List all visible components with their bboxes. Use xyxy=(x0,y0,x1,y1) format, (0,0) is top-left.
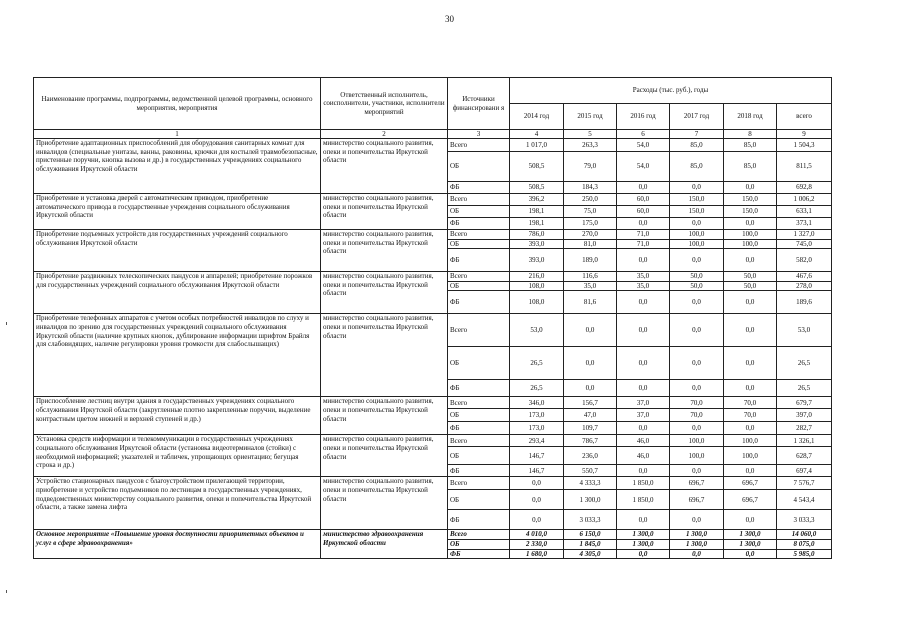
header-expenses: Расходы (тыс. руб.), годы xyxy=(510,78,832,104)
year-value: 263,3 xyxy=(564,139,617,152)
measure-name: Приобретение и установка дверей с автоматическим приводом, приобретение автоматического привода в государственные учреждения социального обслуживания Иркутской области xyxy=(34,194,321,230)
header-name: Наименование программы, подпрограммы, ведомственной целевой программы, основного мероприятия, мероприятия xyxy=(34,78,321,130)
year-value: 1 850,0 xyxy=(617,477,670,490)
year-value: 50,0 xyxy=(670,281,724,291)
year-value: 100,0 xyxy=(670,230,724,240)
year-value: 393,0 xyxy=(510,249,564,272)
year-value: 0,0 xyxy=(724,314,777,347)
year-value: 696,7 xyxy=(670,490,724,510)
total-value: 1 006,2 xyxy=(777,194,832,206)
total-value: 397,0 xyxy=(777,409,832,422)
year-value: 70,0 xyxy=(670,397,724,409)
year-value: 1 300,0 xyxy=(617,530,670,540)
year-value: 175,0 xyxy=(564,218,617,230)
funding-source: ОБ xyxy=(448,239,510,249)
funding-source: ОБ xyxy=(448,490,510,510)
executor: министерство здравоохранения Иркутской области xyxy=(321,530,448,559)
total-value: 26,5 xyxy=(777,347,832,380)
year-value: 85,0 xyxy=(670,152,724,182)
year-value: 0,0 xyxy=(617,347,670,380)
year-value: 0,0 xyxy=(724,510,777,530)
funding-source: Всего xyxy=(448,314,510,347)
funding-source: ФБ xyxy=(448,510,510,530)
year-value: 0,0 xyxy=(617,549,670,559)
year-value: 0,0 xyxy=(670,291,724,314)
year-value: 100,0 xyxy=(724,230,777,240)
total-value: 5 985,0 xyxy=(777,549,832,559)
funding-source: ФБ xyxy=(448,380,510,397)
table-row xyxy=(34,314,832,347)
year-value: 0,0 xyxy=(564,347,617,380)
funding-source: Всего xyxy=(448,530,510,540)
margin-mark xyxy=(6,322,7,325)
funding-source: ФБ xyxy=(448,249,510,272)
table-row xyxy=(34,272,832,282)
total-value: 4 543,4 xyxy=(777,490,832,510)
table-row xyxy=(34,435,832,447)
year-value: 0,0 xyxy=(724,549,777,559)
column-index: 9 xyxy=(777,130,832,139)
header-year: 2015 год xyxy=(564,104,617,130)
year-value: 60,0 xyxy=(617,206,670,218)
year-value: 4 333,3 xyxy=(564,477,617,490)
year-value: 0,0 xyxy=(564,380,617,397)
year-value: 0,0 xyxy=(670,465,724,477)
total-value: 467,6 xyxy=(777,272,832,282)
executor: министерство социального развития, опеки и попечительства Иркутской области xyxy=(321,139,448,194)
year-value: 146,7 xyxy=(510,447,564,465)
executor: министерство социального развития, опеки и попечительства Иркутской области xyxy=(321,477,448,530)
year-value: 100,0 xyxy=(670,435,724,447)
year-value: 85,0 xyxy=(724,152,777,182)
year-value: 156,7 xyxy=(564,397,617,409)
year-value: 0,0 xyxy=(670,510,724,530)
expenses-table xyxy=(33,77,832,559)
total-value: 189,6 xyxy=(777,291,832,314)
year-value: 0,0 xyxy=(670,182,724,194)
year-value: 0,0 xyxy=(724,465,777,477)
year-value: 4 305,0 xyxy=(564,549,617,559)
year-value: 100,0 xyxy=(670,239,724,249)
year-value: 1 300,0 xyxy=(564,490,617,510)
total-value: 1 504,3 xyxy=(777,139,832,152)
year-value: 150,0 xyxy=(724,206,777,218)
year-value: 100,0 xyxy=(724,239,777,249)
year-value: 3 033,3 xyxy=(564,510,617,530)
executor: министерство социального развития, опеки и попечительства Иркутской области xyxy=(321,230,448,272)
year-value: 1 680,0 xyxy=(510,549,564,559)
year-value: 108,0 xyxy=(510,281,564,291)
total-value: 8 075,0 xyxy=(777,539,832,549)
executor: министерство социального развития, опеки и попечительства Иркутской области xyxy=(321,272,448,314)
year-value: 0,0 xyxy=(617,422,670,435)
year-value: 79,0 xyxy=(564,152,617,182)
total-value: 811,5 xyxy=(777,152,832,182)
year-value: 26,5 xyxy=(510,347,564,380)
total-value: 282,7 xyxy=(777,422,832,435)
year-value: 81,0 xyxy=(564,239,617,249)
year-value: 2 330,0 xyxy=(510,539,564,549)
column-index-row xyxy=(34,130,832,139)
year-value: 0,0 xyxy=(670,314,724,347)
year-value: 0,0 xyxy=(670,218,724,230)
measure-name: Приобретение подъемных устройств для государственных учреждений социального обслуживания Иркутской области xyxy=(34,230,321,272)
year-value: 70,0 xyxy=(670,409,724,422)
year-value: 293,4 xyxy=(510,435,564,447)
total-value: 628,7 xyxy=(777,447,832,465)
total-value: 53,0 xyxy=(777,314,832,347)
total-value: 3 033,3 xyxy=(777,510,832,530)
column-index: 6 xyxy=(617,130,670,139)
year-value: 150,0 xyxy=(670,194,724,206)
year-value: 60,0 xyxy=(617,194,670,206)
year-value: 0,0 xyxy=(724,422,777,435)
page-number: 30 xyxy=(445,14,454,24)
year-value: 396,2 xyxy=(510,194,564,206)
year-value: 75,0 xyxy=(564,206,617,218)
year-value: 0,0 xyxy=(724,182,777,194)
year-value: 189,0 xyxy=(564,249,617,272)
total-value: 679,7 xyxy=(777,397,832,409)
total-value: 373,1 xyxy=(777,218,832,230)
year-value: 50,0 xyxy=(724,272,777,282)
year-value: 37,0 xyxy=(617,397,670,409)
header-source: Источники финансировани я xyxy=(448,78,510,130)
total-value: 26,5 xyxy=(777,380,832,397)
funding-source: ОБ xyxy=(448,409,510,422)
measure-name: Установка средств информации и телекоммуникации в государственных учреждениях социального обслуживания Иркутской области (установка видеотерминалов (стойки) с необходимой информацией; указателей и табличек, упрощающих ориентацию; бегущая строка и др.) xyxy=(34,435,321,477)
year-value: 0,0 xyxy=(670,549,724,559)
total-value: 633,1 xyxy=(777,206,832,218)
year-value: 236,0 xyxy=(564,447,617,465)
year-value: 85,0 xyxy=(724,139,777,152)
column-index: 7 xyxy=(670,130,724,139)
year-value: 696,7 xyxy=(670,477,724,490)
year-value: 0,0 xyxy=(670,422,724,435)
year-value: 0,0 xyxy=(724,380,777,397)
year-value: 100,0 xyxy=(724,447,777,465)
year-value: 0,0 xyxy=(670,380,724,397)
table-row xyxy=(34,530,832,540)
year-value: 0,0 xyxy=(670,347,724,380)
column-index: 1 xyxy=(34,130,321,139)
year-value: 0,0 xyxy=(564,314,617,347)
year-value: 216,0 xyxy=(510,272,564,282)
header-executor: Ответственный исполнитель, соисполнители, участники, исполнители мероприятий xyxy=(321,78,448,130)
funding-source: ФБ xyxy=(448,465,510,477)
year-value: 54,0 xyxy=(617,139,670,152)
funding-source: ОБ xyxy=(448,281,510,291)
year-value: 550,7 xyxy=(564,465,617,477)
column-index: 3 xyxy=(448,130,510,139)
margin-mark xyxy=(6,590,7,593)
year-value: 393,0 xyxy=(510,239,564,249)
year-value: 70,0 xyxy=(724,409,777,422)
funding-source: ФБ xyxy=(448,422,510,435)
year-value: 70,0 xyxy=(724,397,777,409)
funding-source: Всего xyxy=(448,477,510,490)
year-value: 47,0 xyxy=(564,409,617,422)
year-value: 81,6 xyxy=(564,291,617,314)
year-value: 85,0 xyxy=(670,139,724,152)
year-value: 0,0 xyxy=(617,380,670,397)
funding-source: Всего xyxy=(448,435,510,447)
year-value: 109,7 xyxy=(564,422,617,435)
total-value: 582,0 xyxy=(777,249,832,272)
funding-source: Всего xyxy=(448,139,510,152)
header-year: 2016 год xyxy=(617,104,670,130)
funding-source: ФБ xyxy=(448,291,510,314)
year-value: 508,5 xyxy=(510,182,564,194)
year-value: 0,0 xyxy=(617,291,670,314)
header-year: 2014 год xyxy=(510,104,564,130)
funding-source: ФБ xyxy=(448,549,510,559)
total-value: 14 060,0 xyxy=(777,530,832,540)
year-value: 100,0 xyxy=(724,435,777,447)
total-value: 745,0 xyxy=(777,239,832,249)
funding-source: Всего xyxy=(448,397,510,409)
year-value: 0,0 xyxy=(510,510,564,530)
year-value: 53,0 xyxy=(510,314,564,347)
measure-name: Приобретение телефонных аппаратов с учетом особых потребностей инвалидов по слуху и инвалидов по зрению для государственных учреждений социального обслуживания Иркутской области (наличие крупных кнопок, дублирование информации шрифтом Брайля для слабовидящих, наличие регулировки уровня громкости для слабослышащих) xyxy=(34,314,321,397)
year-value: 1 300,0 xyxy=(724,530,777,540)
total-value: 1 326,1 xyxy=(777,435,832,447)
year-value: 0,0 xyxy=(670,249,724,272)
funding-source: ОБ xyxy=(448,447,510,465)
year-value: 71,0 xyxy=(617,230,670,240)
year-value: 1 300,0 xyxy=(670,539,724,549)
header-total: всего xyxy=(777,104,832,130)
year-value: 35,0 xyxy=(617,281,670,291)
column-index: 2 xyxy=(321,130,448,139)
year-value: 50,0 xyxy=(724,281,777,291)
year-value: 508,5 xyxy=(510,152,564,182)
column-index: 8 xyxy=(724,130,777,139)
table-row xyxy=(34,194,832,206)
header-year: 2017 год xyxy=(670,104,724,130)
year-value: 250,0 xyxy=(564,194,617,206)
year-value: 1 300,0 xyxy=(617,539,670,549)
year-value: 346,0 xyxy=(510,397,564,409)
funding-source: ОБ xyxy=(448,539,510,549)
year-value: 173,0 xyxy=(510,409,564,422)
year-value: 696,7 xyxy=(724,477,777,490)
year-value: 0,0 xyxy=(617,314,670,347)
year-value: 50,0 xyxy=(670,272,724,282)
year-value: 46,0 xyxy=(617,435,670,447)
year-value: 0,0 xyxy=(724,249,777,272)
year-value: 198,1 xyxy=(510,218,564,230)
year-value: 184,3 xyxy=(564,182,617,194)
measure-name: Устройство стационарных пандусов с благоустройством прилегающей территории, приобретение и устройство подъемников по лестницам в государственных учреждениях, подведомственных министерству социального развития, опеки и попечительства Иркутской области, а также замена лифта xyxy=(34,477,321,530)
total-value: 697,4 xyxy=(777,465,832,477)
year-value: 0,0 xyxy=(617,249,670,272)
year-value: 0,0 xyxy=(617,218,670,230)
executor: министерство социального развития, опеки и попечительства Иркутской области xyxy=(321,397,448,435)
table-row xyxy=(34,139,832,152)
year-value: 0,0 xyxy=(617,510,670,530)
table-row xyxy=(34,397,832,409)
year-value: 270,0 xyxy=(564,230,617,240)
year-value: 35,0 xyxy=(617,272,670,282)
year-value: 100,0 xyxy=(670,447,724,465)
year-value: 150,0 xyxy=(670,206,724,218)
year-value: 108,0 xyxy=(510,291,564,314)
year-value: 1 300,0 xyxy=(670,530,724,540)
table-row xyxy=(34,477,832,490)
year-value: 37,0 xyxy=(617,409,670,422)
year-value: 0,0 xyxy=(510,490,564,510)
funding-source: ОБ xyxy=(448,152,510,182)
year-value: 71,0 xyxy=(617,239,670,249)
year-value: 6 150,0 xyxy=(564,530,617,540)
year-value: 0,0 xyxy=(617,182,670,194)
funding-source: Всего xyxy=(448,230,510,240)
year-value: 173,0 xyxy=(510,422,564,435)
total-value: 7 576,7 xyxy=(777,477,832,490)
year-value: 0,0 xyxy=(617,465,670,477)
funding-source: ФБ xyxy=(448,218,510,230)
year-value: 146,7 xyxy=(510,465,564,477)
table-row xyxy=(34,230,832,240)
year-value: 1 845,0 xyxy=(564,539,617,549)
year-value: 0,0 xyxy=(724,291,777,314)
total-value: 1 327,0 xyxy=(777,230,832,240)
year-value: 0,0 xyxy=(724,218,777,230)
table-body xyxy=(34,139,832,559)
total-value: 692,8 xyxy=(777,182,832,194)
funding-source: ОБ xyxy=(448,206,510,218)
funding-source: Всего xyxy=(448,194,510,206)
year-value: 54,0 xyxy=(617,152,670,182)
year-value: 786,0 xyxy=(510,230,564,240)
funding-source: Всего xyxy=(448,272,510,282)
funding-source: ОБ xyxy=(448,347,510,380)
year-value: 35,0 xyxy=(564,281,617,291)
measure-name: Основное мероприятие «Повышение уровня доступности приоритетных объектов и услуг в сфере здравоохранения» xyxy=(34,530,321,559)
measure-name: Приобретение раздвижных телескопических пандусов и аппарелей; приобретение порожков для государственных учреждений социального обслуживания Иркутской области xyxy=(34,272,321,314)
total-value: 278,0 xyxy=(777,281,832,291)
executor: министерство социального развития, опеки и попечительства Иркутской области xyxy=(321,435,448,477)
year-value: 0,0 xyxy=(724,347,777,380)
funding-source: ФБ xyxy=(448,182,510,194)
year-value: 1 850,0 xyxy=(617,490,670,510)
executor: министерство социального развития, опеки и попечительства Иркутской области xyxy=(321,194,448,230)
measure-name: Приспособление лестниц внутри здания в государственных учреждениях социального обслуживания Иркутской области (закругленные плотно закрепленные поручни, выделение контрастным цветом нижней и верхней ступеней и др.) xyxy=(34,397,321,435)
year-value: 4 010,0 xyxy=(510,530,564,540)
measure-name: Приобретение адаптационных приспособлений для оборудования санитарных комнат для инвалидов (специальные унитазы, ванны, раковины, крючки для костылей травмобезопасные, пристенные поручни, кнопка вызова и др.) в государственных учреждениях социального обслуживания Иркутской области xyxy=(34,139,321,194)
year-value: 198,1 xyxy=(510,206,564,218)
year-value: 0,0 xyxy=(510,477,564,490)
year-value: 150,0 xyxy=(724,194,777,206)
year-value: 26,5 xyxy=(510,380,564,397)
column-index: 4 xyxy=(510,130,564,139)
header-year: 2018 год xyxy=(724,104,777,130)
column-index: 5 xyxy=(564,130,617,139)
year-value: 1 300,0 xyxy=(724,539,777,549)
year-value: 1 017,0 xyxy=(510,139,564,152)
year-value: 696,7 xyxy=(724,490,777,510)
year-value: 786,7 xyxy=(564,435,617,447)
year-value: 116,6 xyxy=(564,272,617,282)
executor: министерство социального развития, опеки и попечительства Иркутской области xyxy=(321,314,448,397)
year-value: 46,0 xyxy=(617,447,670,465)
